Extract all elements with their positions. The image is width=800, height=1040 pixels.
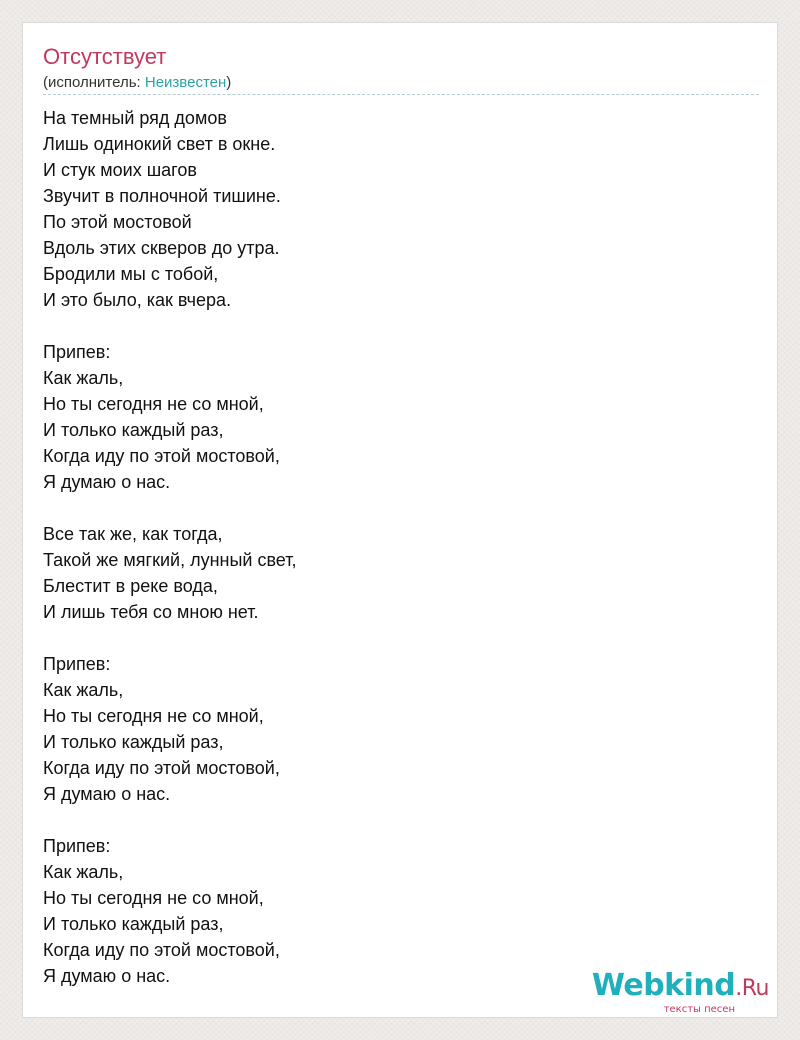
lyric-line: Я думаю о нас. (43, 472, 171, 492)
lyric-line: Когда иду по этой мостовой, (43, 446, 280, 466)
lyric-line: И это было, как вчера. (43, 290, 232, 310)
lyric-line: Но ты сегодня не со мной, (43, 394, 264, 414)
lyric-line: По этой мостовой (43, 212, 192, 232)
logo-wordmark (592, 970, 769, 1005)
lyric-line: Звучит в полночной тишине. (43, 186, 281, 206)
lyric-line: И стук моих шагов (43, 160, 197, 180)
lyric-line: Вдоль этих скверов до утра. (43, 238, 280, 258)
lyric-line: Как жаль, (43, 368, 124, 388)
lyric-line: Когда иду по этой мостовой, (43, 940, 280, 960)
lyric-line: И только каждый раз, (43, 732, 224, 752)
lyric-line: Припев: (43, 342, 111, 362)
lyrics-card (22, 22, 778, 1018)
stanza-break (43, 625, 743, 651)
artist-line (43, 73, 231, 93)
artist-prefix: (исполнитель: (43, 74, 145, 91)
stanza-break (43, 313, 743, 339)
lyric-line: Припев: (43, 654, 111, 674)
lyric-line: На темный ряд домов (43, 108, 227, 128)
stanza-break (43, 807, 743, 833)
song-title: Отсутствует (43, 44, 167, 69)
lyric-line: Я думаю о нас. (43, 784, 171, 804)
stanza-break (43, 495, 743, 521)
lyric-line: Как жаль, (43, 862, 124, 882)
lyric-line: Как жаль, (43, 680, 124, 700)
lyric-line: Лишь одинокий свет в окне. (43, 134, 276, 154)
lyric-line: И только каждый раз, (43, 914, 224, 934)
lyric-line: И только каждый раз, (43, 420, 224, 440)
lyric-line: Но ты сегодня не со мной, (43, 888, 264, 908)
lyric-line: Бродили мы с тобой, (43, 264, 219, 284)
title-divider (43, 94, 759, 95)
lyric-line: Все так же, как тогда, (43, 524, 223, 544)
lyric-line: Но ты сегодня не со мной, (43, 706, 264, 726)
lyric-line: И лишь тебя со мною нет. (43, 602, 259, 622)
lyric-line: Блестит в реке вода, (43, 576, 218, 596)
lyric-line: Припев: (43, 836, 111, 856)
webkind-logo[interactable] (592, 970, 769, 1015)
artist-suffix: ) (226, 74, 232, 91)
lyric-line: Когда иду по этой мостовой, (43, 758, 280, 778)
logo-name: Webkind (591, 968, 736, 1003)
lyric-line: Я думаю о нас. (43, 966, 171, 986)
logo-tagline: тексты песен (663, 1004, 735, 1015)
logo-tld: .Ru (735, 976, 769, 1001)
lyric-line: Такой же мягкий, лунный свет, (43, 550, 297, 570)
lyrics-body (43, 105, 743, 989)
artist-link[interactable]: Неизвестен (144, 74, 227, 91)
